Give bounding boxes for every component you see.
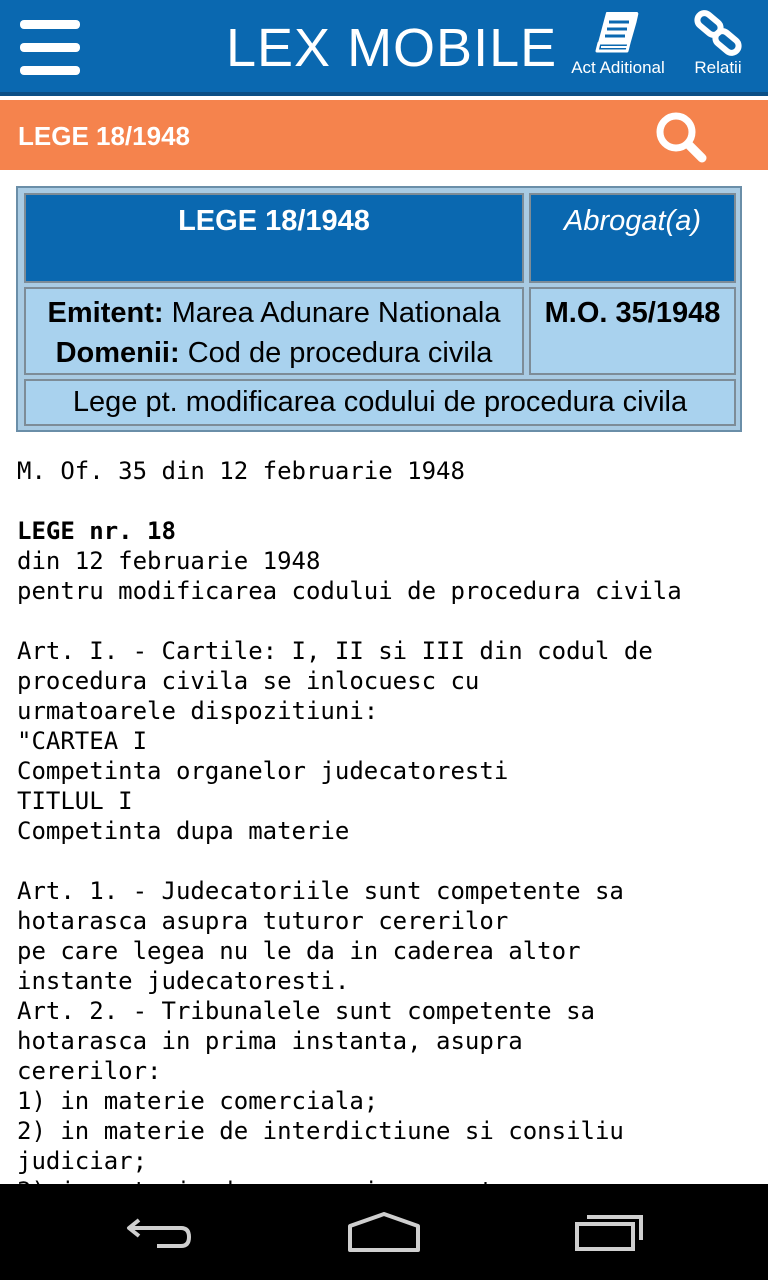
link-icon bbox=[693, 10, 743, 56]
monitor-oficial-cell: M.O. 35/1948 bbox=[529, 287, 736, 375]
text-line: instante judecatoresti. bbox=[17, 967, 350, 995]
text-line: Competinta dupa materie bbox=[17, 817, 350, 845]
domenii-value: Cod de procedura civila bbox=[187, 337, 493, 369]
document-bar bbox=[0, 100, 768, 170]
back-button[interactable] bbox=[100, 1184, 220, 1280]
relatii-button[interactable] bbox=[690, 10, 746, 78]
back-icon bbox=[125, 1212, 195, 1252]
text-line: "CARTEA I bbox=[17, 727, 148, 755]
emitent-domenii-cell bbox=[24, 287, 524, 375]
text-line: 2) in materie de interdictiune si consiliu bbox=[17, 1117, 624, 1145]
menu-icon[interactable] bbox=[20, 20, 82, 76]
act-title-cell: LEGE 18/1948 bbox=[24, 193, 524, 283]
act-aditional-button[interactable] bbox=[562, 10, 674, 78]
emitent-label: Emitent: bbox=[47, 297, 164, 329]
text-line: Art. 1. - Judecatoriile sunt competente sa bbox=[17, 877, 624, 905]
text-line: Competinta organelor judecatoresti bbox=[17, 757, 509, 785]
recents-icon bbox=[574, 1212, 646, 1252]
text-line: Art. I. - Cartile: I, II si III din codul de bbox=[17, 637, 653, 665]
emitent-value: Marea Adunare Nationala bbox=[171, 297, 501, 329]
status-badge: Abrogat(a) bbox=[529, 193, 736, 283]
home-icon bbox=[346, 1210, 422, 1254]
text-line bbox=[17, 606, 757, 636]
text-line: judiciar; bbox=[17, 1147, 148, 1175]
text-line: procedura civila se inlocuesc cu bbox=[17, 667, 480, 695]
app-title: LEX MOBILE bbox=[226, 18, 558, 78]
act-info-table bbox=[16, 186, 742, 432]
act-description-cell: Lege pt. modificarea codului de procedura civila bbox=[24, 379, 736, 426]
search-button[interactable] bbox=[654, 110, 710, 164]
system-nav-bar bbox=[0, 1184, 768, 1280]
law-text[interactable] bbox=[17, 456, 757, 1184]
text-line: pe care legea nu le da in caderea altor bbox=[17, 937, 581, 965]
law-heading: LEGE nr. 18 bbox=[17, 517, 176, 545]
text-line: 1) in materie comerciala; bbox=[17, 1087, 379, 1115]
domenii-label: Domenii: bbox=[55, 337, 180, 369]
text-line: M. Of. 35 din 12 februarie 1948 bbox=[17, 457, 465, 485]
text-line: hotarasca in prima instanta, asupra bbox=[17, 1027, 523, 1055]
app-bar bbox=[0, 0, 768, 96]
act-aditional-label: Act Aditional bbox=[571, 58, 665, 77]
recents-button[interactable] bbox=[550, 1184, 670, 1280]
emitent-row bbox=[26, 293, 522, 333]
search-icon bbox=[654, 110, 710, 164]
relatii-label: Relatii bbox=[694, 58, 742, 77]
text-line: TITLUL I bbox=[17, 787, 133, 815]
text-line: pentru modificarea codului de procedura civila bbox=[17, 577, 682, 605]
text-line: urmatoarele dispozitiuni: bbox=[17, 697, 379, 725]
text-line: din 12 februarie 1948 bbox=[17, 547, 321, 575]
text-line bbox=[17, 486, 757, 516]
text-line: hotarasca asupra tuturor cererilor bbox=[17, 907, 509, 935]
home-button[interactable] bbox=[324, 1184, 444, 1280]
text-line bbox=[17, 846, 757, 876]
text-line: cererilor: bbox=[17, 1057, 162, 1085]
domenii-row bbox=[26, 333, 522, 373]
book-icon bbox=[593, 10, 643, 56]
document-title: LEGE 18/1948 bbox=[18, 121, 190, 151]
text-line: Art. 2. - Tribunalele sunt competente sa bbox=[17, 997, 595, 1025]
